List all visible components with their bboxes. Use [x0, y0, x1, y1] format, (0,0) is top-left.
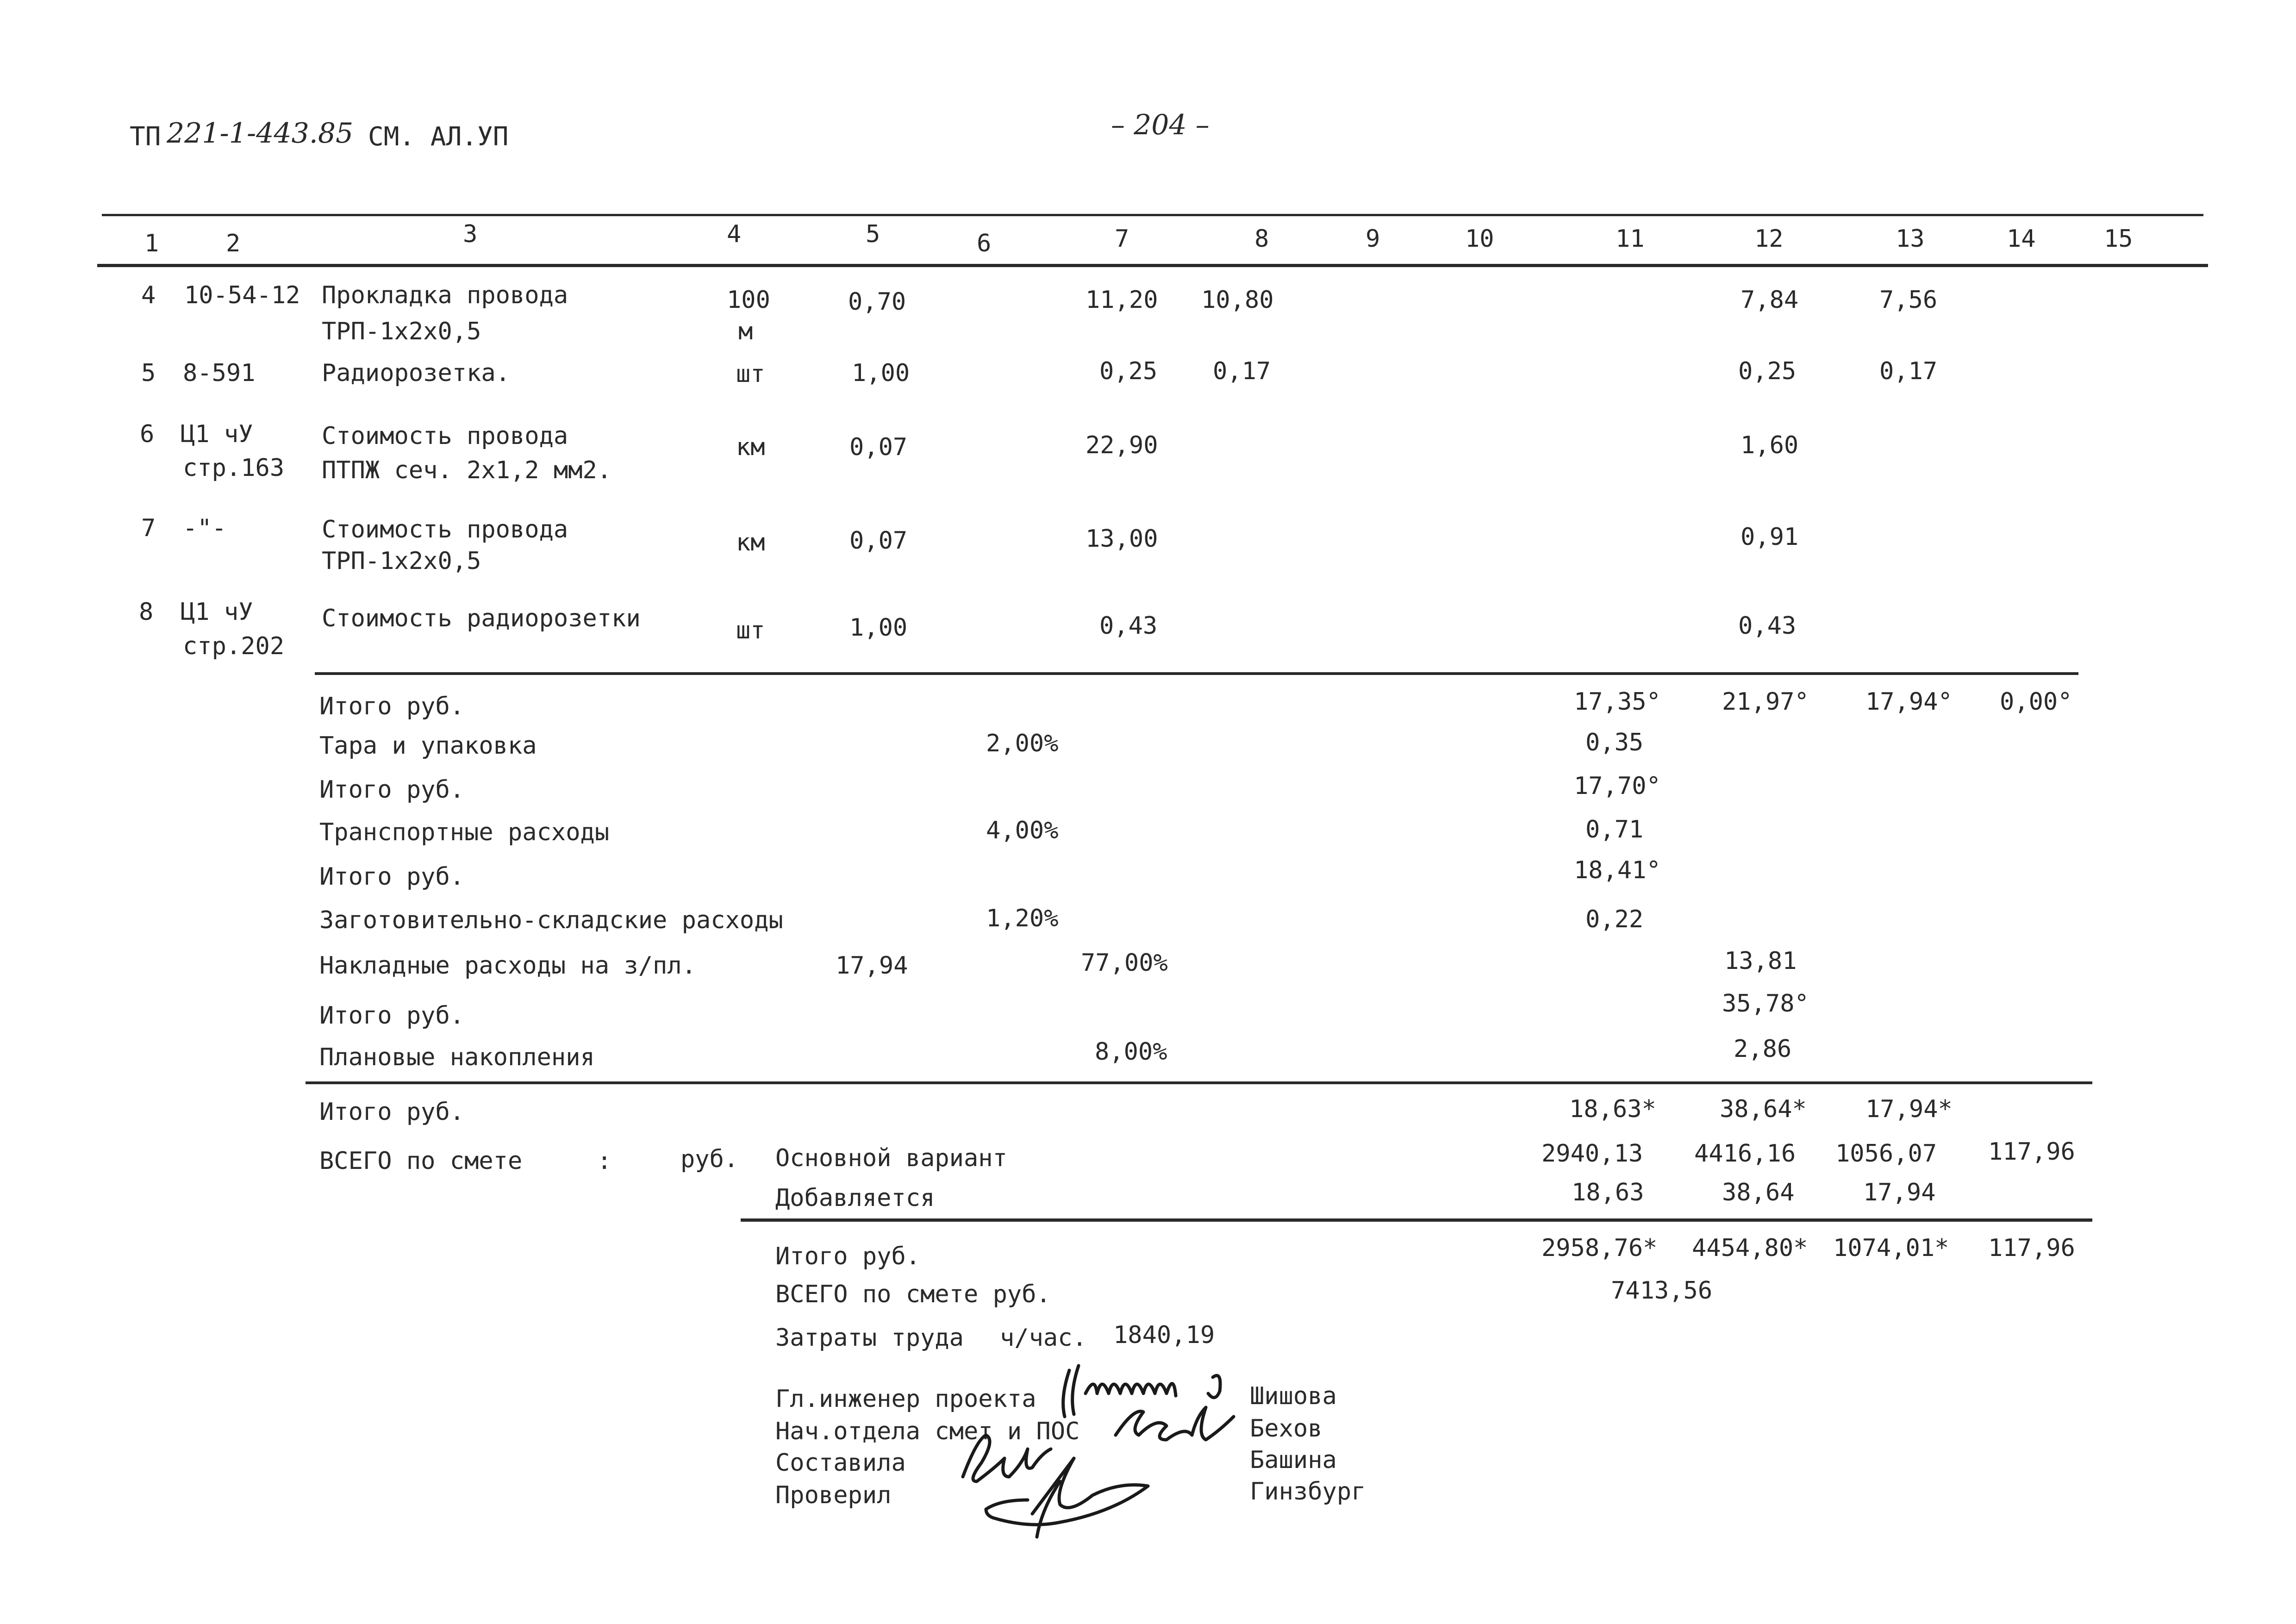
- row-number: 6: [140, 420, 155, 448]
- osnovnoi-label: Основной вариант: [775, 1144, 1007, 1172]
- summary-label: Итого руб.: [319, 693, 465, 720]
- row-number: 7: [141, 514, 156, 542]
- signature-role: Нач.отдела смет и ПОС: [775, 1418, 1080, 1445]
- col-14: 14: [2007, 225, 2036, 253]
- col-6: 6: [977, 230, 992, 257]
- row-unit: км: [736, 529, 765, 556]
- row-unit: шт: [736, 360, 765, 388]
- col-12: 12: [1754, 225, 1784, 253]
- col-8: 8: [1254, 225, 1269, 253]
- col-11: 11: [1616, 225, 1645, 253]
- row-wage: 0,17: [1213, 357, 1271, 385]
- row-name: Стоимость провода: [322, 422, 568, 450]
- row-code: 8-591: [183, 359, 256, 387]
- row-c12: 0,43: [1738, 612, 1797, 640]
- row-qty: 0,07: [849, 433, 908, 461]
- summary-c12: 21,97°: [1722, 688, 1809, 716]
- doc-reference: СМ. АЛ.УП: [368, 122, 509, 152]
- row-code-2: стр.202: [183, 632, 285, 660]
- summary-label: Заготовительно-складские расходы: [319, 906, 783, 934]
- row-qty: 1,00: [852, 359, 910, 387]
- row-unit-2: м: [738, 318, 753, 345]
- summary-c13: 17,94°: [1866, 688, 1953, 716]
- summary-label: Итого руб.: [319, 1002, 465, 1030]
- totals-label: Итого руб.: [319, 1098, 465, 1126]
- row-unit: км: [736, 433, 765, 461]
- totals-c12: 38,64*: [1720, 1095, 1807, 1123]
- col-9: 9: [1366, 225, 1380, 253]
- row-wage: 10,80: [1201, 286, 1274, 314]
- signature-name: Гинзбург: [1250, 1478, 1366, 1505]
- summary-c11: 17,70°: [1574, 772, 1661, 800]
- labor-label: Затраты труда: [775, 1324, 964, 1352]
- signature-name: Бехов: [1250, 1415, 1323, 1443]
- col-7: 7: [1115, 225, 1129, 253]
- row-code: Ц1 чУ: [181, 420, 253, 448]
- osnovnoi-c14: 117,96: [1988, 1138, 2075, 1166]
- vsego-smeta-label: ВСЕГО по смете руб.: [775, 1280, 1051, 1308]
- summary-pct: 4,00%: [986, 817, 1059, 844]
- summary-c12: 35,78°: [1722, 990, 1809, 1018]
- dobavl-c13: 17,94: [1863, 1179, 1936, 1206]
- row-name-2: ТРП-1х2х0,5: [322, 318, 481, 345]
- row-c12: 0,25: [1738, 357, 1797, 385]
- signature-name: Шишова: [1250, 1382, 1337, 1410]
- signature-name: Башина: [1250, 1446, 1337, 1474]
- row-qty: 0,70: [848, 288, 906, 316]
- row-code-2: стр.163: [183, 454, 285, 482]
- summary-c11: 0,22: [1585, 906, 1644, 933]
- final-label: Итого руб.: [775, 1243, 921, 1270]
- dobavl-label: Добавляется: [775, 1184, 935, 1212]
- col-10: 10: [1465, 225, 1494, 253]
- osnovnoi-c12: 4416,16: [1694, 1140, 1796, 1168]
- row-code: Ц1 чУ: [181, 598, 253, 626]
- vsego-rub: руб.: [680, 1145, 739, 1173]
- row-qty: 0,07: [849, 527, 908, 555]
- summary-c11: 18,41°: [1574, 856, 1661, 884]
- row-name-2: ТРП-1х2х0,5: [322, 547, 481, 575]
- row-price: 0,25: [1099, 357, 1158, 385]
- labor-unit: ч/час.: [1000, 1324, 1087, 1352]
- row-code: 10-54-12: [184, 281, 300, 309]
- vsego-label: ВСЕГО по смете: [319, 1147, 523, 1175]
- row-name-2: ПТПЖ сеч. 2х1,2 мм2.: [322, 456, 612, 484]
- signature-role: Составила: [775, 1449, 906, 1477]
- final-c12: 4454,80*: [1692, 1234, 1808, 1262]
- row-c12: 0,91: [1741, 523, 1799, 551]
- row-number: 8: [139, 598, 154, 626]
- osnovnoi-c13: 1056,07: [1835, 1140, 1937, 1168]
- col-15: 15: [2104, 225, 2133, 253]
- summary-label: Тара и упаковка: [319, 732, 537, 760]
- summary-c12: 13,81: [1724, 947, 1797, 975]
- row-number: 4: [141, 281, 156, 309]
- dobavl-c11: 18,63: [1572, 1179, 1644, 1206]
- totals-c11: 18,63*: [1569, 1095, 1656, 1123]
- vsego-colon: :: [597, 1147, 612, 1175]
- col-4: 4: [727, 220, 742, 248]
- row-name: Стоимость провода: [322, 516, 568, 543]
- col-3: 3: [463, 220, 478, 248]
- col-13: 13: [1896, 225, 1925, 253]
- summary-base: 17,94: [836, 952, 908, 980]
- summary-pct: 1,20%: [986, 905, 1059, 932]
- row-price: 0,43: [1099, 612, 1158, 640]
- dobavl-c12: 38,64: [1722, 1179, 1795, 1206]
- row-name: Прокладка провода: [322, 281, 568, 309]
- row-c13: 7,56: [1879, 286, 1938, 314]
- col-2: 2: [226, 230, 241, 257]
- summary-c11: 0,35: [1585, 729, 1644, 756]
- summary-label: Итого руб.: [319, 776, 465, 804]
- signature-role: Гл.инженер проекта: [775, 1385, 1036, 1413]
- labor-value: 1840,19: [1113, 1321, 1215, 1349]
- summary-label: Плановые накопления: [319, 1043, 595, 1071]
- totals-c13: 17,94*: [1866, 1095, 1953, 1123]
- row-price: 13,00: [1086, 525, 1158, 553]
- summary-label: Накладные расходы на з/пл.: [319, 952, 696, 980]
- summary-label: Транспортные расходы: [319, 818, 610, 846]
- doc-code-handwritten: 221-1-443.85: [167, 117, 354, 150]
- row-price: 22,90: [1086, 431, 1158, 459]
- col-5: 5: [866, 220, 880, 248]
- row-qty: 1,00: [849, 614, 908, 642]
- row-c12: 1,60: [1741, 431, 1799, 459]
- summary-label: Итого руб.: [319, 863, 465, 891]
- summary-c11: 0,71: [1585, 816, 1644, 843]
- row-c12: 7,84: [1741, 286, 1799, 314]
- summary-pct: 8,00%: [1095, 1038, 1167, 1066]
- row-number: 5: [141, 359, 156, 387]
- summary-c12: 2,86: [1734, 1035, 1792, 1063]
- doc-code: ТП: [130, 122, 161, 152]
- page-number: – 204 –: [1111, 109, 1210, 141]
- row-code: -"-: [183, 514, 226, 542]
- row-price: 11,20: [1086, 286, 1158, 314]
- summary-c14: 0,00°: [2000, 688, 2072, 716]
- row-name: Стоимость радиорозетки: [322, 605, 641, 632]
- osnovnoi-c11: 2940,13: [1541, 1140, 1643, 1168]
- summary-pct: 77,00%: [1081, 949, 1168, 977]
- final-c14: 117,96: [1988, 1234, 2075, 1262]
- row-unit: шт: [736, 617, 765, 644]
- final-c13: 1074,01*: [1833, 1234, 1949, 1262]
- signature-role: Проверил: [775, 1481, 892, 1509]
- summary-c11: 17,35°: [1574, 688, 1661, 716]
- row-unit: 100: [727, 286, 770, 314]
- row-c13: 0,17: [1879, 357, 1938, 385]
- summary-pct: 2,00%: [986, 730, 1059, 757]
- col-1: 1: [144, 230, 159, 257]
- row-name: Радиорозетка.: [322, 359, 510, 387]
- vsego-smeta-value: 7413,56: [1611, 1277, 1713, 1305]
- final-c11: 2958,76*: [1541, 1234, 1658, 1262]
